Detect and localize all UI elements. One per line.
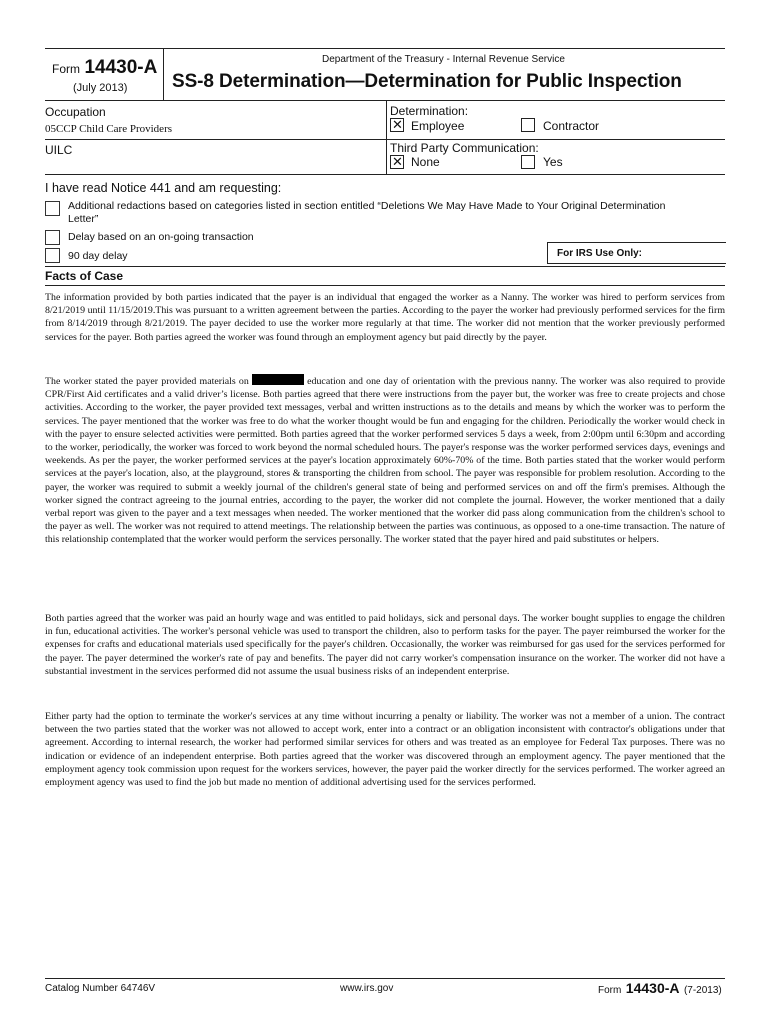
third-party-label: Third Party Communication: — [390, 141, 539, 155]
occupation-label: Occupation — [45, 105, 106, 119]
contractor-label: Contractor — [543, 119, 600, 133]
additional-redactions-label: Additional redactions based on categories listed in section entitled “Deletions We May Have Made to Your Original Determination Letter” — [68, 200, 666, 225]
facts-paragraph-1: The information provided by both parties indicated that the payer is an individual that engaged the worker as a Nanny. The worker was hired to perform services from 8/21/2019 until 11/15/2019.This was pursuant to a written agreement between the parties. According to the payer the worker had previously performed services for the firm from 8/14/2019 through 8/21/2019. The payer decided to use the worker more regularly at that time. The worker did not mention that the worker previously performed services for the payer. Both parties agreed the worker was found through an employment agency but paid directly by the payer. — [45, 292, 725, 343]
facts-top-rule — [45, 266, 725, 267]
determination-label: Determination: — [390, 104, 469, 118]
delay-ongoing-label: Delay based on an on-going transaction — [68, 231, 254, 243]
employee-checkbox[interactable] — [390, 118, 404, 132]
yes-label: Yes — [543, 155, 563, 169]
form-number: 14430-A — [84, 57, 158, 78]
catalog-number: Catalog Number 64746V — [45, 983, 156, 994]
request-heading: I have read Notice 441 and am requesting: — [45, 181, 282, 195]
yes-checkbox[interactable] — [521, 155, 535, 169]
ninety-day-delay-label: 90 day delay — [68, 250, 128, 262]
website: www.irs.gov — [340, 983, 394, 994]
ninety-day-delay-checkbox[interactable] — [45, 248, 60, 263]
none-checkbox[interactable] — [390, 155, 404, 169]
employee-label: Employee — [411, 119, 465, 133]
uilc-label: UILC — [45, 143, 73, 157]
top-rule — [45, 48, 725, 49]
footer-form-id: Form 14430-A (7-2013) — [598, 980, 722, 996]
additional-redactions-checkbox[interactable] — [45, 201, 60, 216]
redaction-block — [252, 374, 304, 385]
occupation-value: 05CCP Child Care Providers — [45, 123, 173, 135]
field-row-rule — [45, 139, 725, 140]
facts-paragraph-4: Either party had the option to terminate the worker's services at any time without incurring a penalty or liability. The worker was not a member of a union. The contract between the two parties stated that the worker was not allowed to accept work, enter into a contract or an obligation inconsistent with contractor's obligations under that agreement. According to internal research, the worker had performed similar services for others and was treated as an employee for Federal Tax purposes. There was no indication or evidence of an independent enterprise. Both parties agreed that the worker was discovered through an employment agency. The payer mentioned that the employment agency took commission upon request for the workers services, however, the payer paid the worker directly for the services performed. The worker agreed an employment agency was used to find the job but made no mention of additional advertising used for the services performed. — [45, 711, 725, 789]
facts-heading-rule — [45, 285, 725, 286]
facts-paragraph-3: Both parties agreed that the worker was paid an hourly wage and was entitled to paid holidays, sick and personal days. The worker bought supplies to engage the children in fun, educational activities. The worker's personal vehicle was used to transport the children, also to perform tasks for the payer. The payer reimbursed the worker for the expenses for crafts and educational materials used specifically for the payer's children. Occasionally, the worker was reimbursed for gas used for the services performed for the payer. The payer determined the worker's rate of pay and benefits. The payer did not carry worker's compensation insurance on the worker. The worker did not have a substantial investment in the services performed did not assume the usual business risks of an independent enterprise. — [45, 613, 725, 677]
header-bottom-rule — [45, 100, 725, 101]
contractor-checkbox[interactable] — [521, 118, 535, 132]
header-divider — [163, 48, 164, 100]
footer-rule — [45, 978, 725, 979]
facts-paragraph-2: The worker stated the payer provided materials on education and one day of orientation with the previous nanny. The worker was also required to provide CPR/First Aid certificates and a valid driver’s license. Both parties agreed that there were instructions from the payer but, the worker was free to create projects and chose activities. According to the worker, the payer provided text messages, verbal and written instructions as to the details and means by which the worker was to perform the services. The payer mentioned that the worker was free to do what the worker thought would be fun and engaging for the children. Periodically the worker would check in with the payer to ensure selected activities were permitted. Both parties agreed that the worker performed services 5 days a week, from 2:00pm until 6:30pm and according to the worker, periodically, the worker was forced to work beyond the normal scheduled hours. The payer's response was the worker performed services days, evenings and weekends. As per the payer, the worker performed services at the payer's location approximately 60%-70% of the time. Both parties stated that the worker would perform services at the payer's location, also, at the playground, stores & transporting the children from school. The payer was responsible for problem resolution. According to the payer, the worker was required to submit a weekly journal of the children's general state of being and performed services on and off the firm's premises. Although the worker signed the contract agreeing to the journal entries, according to the payer, the worker did not complete the journal. However, the worker mentioned that a daily verbal report was given to the payer and a text messages when needed. The worker mentioned that the worker did pass along communication from the children's school to the payer as well. The worker was not required to attend meetings. The relationship between the parties was continuous, as opposed to a one-time transaction. The nature of this relationship contemplated that the worker would perform the services personally. The worker stated that the payer hired and paid substitutes or helpers. — [45, 376, 725, 546]
field-bottom-rule — [45, 174, 725, 175]
page-title: SS-8 Determination—Determination for Public Inspection — [172, 71, 682, 92]
department-name: Department of the Treasury - Internal Revenue Service — [322, 54, 565, 65]
irs-use-label: For IRS Use Only: — [557, 248, 643, 259]
field-divider — [386, 100, 387, 174]
facts-heading: Facts of Case — [45, 269, 124, 283]
irs-use-box — [547, 242, 726, 264]
delay-ongoing-checkbox[interactable] — [45, 230, 60, 245]
form-id: Form 14430-A — [52, 57, 158, 78]
none-label: None — [411, 155, 440, 169]
form-date: (July 2013) — [73, 82, 128, 94]
